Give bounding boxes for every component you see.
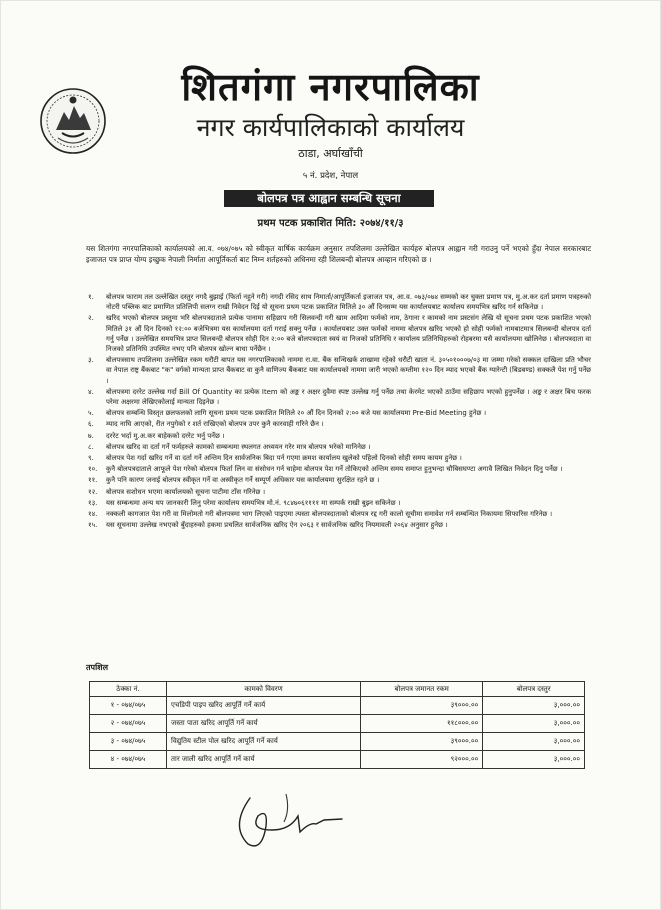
- province-line: ५ नं. प्रदेश, नेपाल: [302, 171, 359, 181]
- notice-heading: बोलपत्र पत्र आह्वान सम्बन्धि सूचना: [224, 190, 434, 207]
- table-row: ३ - ०७४/०७५ विद्युतिय स्टील पोल खरिद आपूर्ति गर्ने कार्य ३९०००.०० ३,०००.००: [90, 733, 585, 751]
- table-header-row: [90, 682, 585, 697]
- details-caption: तपशिल: [86, 663, 109, 672]
- intro-paragraph: यस शितगंगा नगरपालिकाको कार्यालयको आ.व. ०७४/०७५ को स्वीकृत वार्षिक कार्यक्रम अनुसार तपशिलमा उल्लेखित कार्यहरु बोलपत्र आह्वान गरी गराउनु पर्ने भएको हुँदा नेपाल सरकारबाट इजाजत पत्र प्राप्त योग्य इच्छुक नेपाली निर्माता आपूर्तिकर्ता बाट निम्न शर्तहरुको अधिनमा रही शिलबन्दी बोलपत्र आव्हान गरिएको छ ।: [86, 244, 591, 264]
- list-item: १४. नक्कली कागजात पेश गरी वा मिलोमतो गरी बोलपत्रमा भाग लिएको पाइएमा त्यस्ता बोलपत्रदाताको बोलपत्र रद्द गरी कालो सूचीमा समावेश गर्न सम्बन्धित निकायमा सिफारिस गरिनेछ ।: [88, 510, 553, 519]
- list-item: ७. दररेट भर्दा मु.अ.कर बाहेकको दररेट भर्नु पर्नेछ ।: [88, 431, 225, 440]
- office-location: ठाडा, अर्घाखाँची: [298, 147, 363, 160]
- list-item: १०. कुनै बोलपत्रदाताले आफूले पेश गरेको बोलपत्र फिर्ता लिन वा संसोधन गर्न चाहेमा बोलपत्र पेश गर्ने तोकिएको अन्तिम समय समाप्त हुनुभन्दा चौबिसघण्टा अगावै लिखित निवेदन दिनु पर्नेछ ।: [88, 465, 563, 474]
- col-header-description: कामको विवरण: [167, 682, 361, 697]
- list-item: ६. म्याद नाघि आएको, रीत नपुगेको र शर्त राखिएको बोलपत्र उपर कुनै कारवाही गरिने छैन ।: [88, 420, 324, 429]
- col-header-contract-no: ठेक्का नं.: [90, 682, 167, 697]
- list-item: १३. यस सम्बन्धमा अन्य थप जानकारी लिनु परेमा कार्यालय समयभित्र मो.नं. ९८४७०६११११ मा सम्पर्क राखी बुझ्न सकिनेछ ।: [88, 498, 401, 507]
- table-row: १ - ०७४/०७५ एचडिपी पाइप खरिद आपूर्ति गर्ने कार्य ३९०००.०० ३,०००.००: [90, 697, 585, 715]
- list-item: ८. बोलपत्र खरिद वा दर्ता गर्ने फर्महरुले कामको सम्बन्धमा स्थलगत अध्ययन गरेर मात्र बोलपत्र भरेको मानिनेछ ।: [88, 442, 371, 451]
- list-item: १. बोलपत्र फाराम तल उल्लेखित दस्तुर नगदै बुझाई (फिर्ता नहुने गरी) नगदी रसिद साथ निमार्ता/आपूर्तिकर्ता इजाजत पत्र, आ.व. ०७३/०७४ सम्मको कर चुक्ता प्रमाण पत्र, मु.अ.कर दर्ता प्रमाण पत्रहरुको नोटरी पब्लिक बाट प्रमाणित प्रतिलिपी सलग्न राखी निवेदन दिई यो सूचना प्रथम पटक प्रकाशित मितिले ३० औं दिनसम्म यस कार्यालयबाट कार्यालय समयभित्र खरिद गर्न सकिनेछ ।: [88, 293, 591, 312]
- col-header-bid-security: बोलपत्र जमानत रकम: [361, 682, 483, 697]
- conditions-list: [86, 292, 591, 531]
- list-item: ५. बोलपत्र सम्बन्धि विस्तृत छलफलको लागि सूचना प्रथम पटक प्रकाशित मितिले २० औं दिन दिनको २:०० बजे यस कार्यालयमा Pre-Bid Meeting हुनेछ ।: [88, 409, 487, 418]
- signature-mark: [220, 786, 360, 856]
- list-item: १५. यस सूचनामा उल्लेख नभएको बुँदाहरुको हकमा प्रचलित सार्वजनिक खरिद ऐन २०६३ र सार्वजनिक खरिद नियमावली २०६४ अनुसार हुनेछ ।: [88, 521, 448, 530]
- list-item: ९. बोलपत्र पेश गर्दा खरिद गर्ने वा दर्ता गर्ने अन्तिम दिन सार्वजनिक बिदा पर्न गएमा क्रमश कार्यालय खुलेको पहिलो दिनको सोही समय कायम हुनेछ ।: [88, 454, 462, 463]
- municipality-title: शितगंगा नगरपालिका: [181, 65, 480, 109]
- publication-date: प्रथम पटक प्रकाशित मिति: २०७४/११/३: [257, 218, 404, 229]
- table-row: ४ - ०७४/०७५ तार जाली खरिद आपूर्ति गर्ने कार्य ९२०००.०० ३,०००.००: [90, 751, 585, 769]
- office-subtitle: नगर कार्यपालिकाको कार्यालय: [196, 113, 465, 142]
- list-item: ३. बोलपत्रसाथ तपशिलमा उल्लेखित रकम धरौटी बापत यस नगरपालिकाको नाममा रा.वा. बैंक सन्धिखर्क शाखामा रहेको धरौटी खाता नं. ३०५०१०००७/०३ मा जम्मा गरेको सक्कल दाखिला प्रति भौचर वा नेपाल राष्ट्र बैंकबाट "क" वर्गको मान्यता प्राप्त बैंकबाट वा कुनै वाणिज्य बैंकबाट यस कार्यालयको नाममा जारी भएको कम्तीमा १२० दिन म्याद भएको बैंक ग्यारेन्टी (बिडबण्ड) सक्कलै पेश गर्नु पर्नेछ ।: [88, 356, 591, 385]
- list-item: १२. बोलपत्र सशोधन भएमा कार्यालयको सूचना पाटीमा टाँस गरिनेछ ।: [88, 487, 266, 496]
- table-row: २ - ०७४/०७५ जस्ता पाता खरिद आपूर्ति गर्ने कार्य ११८०००.०० ३,०००.००: [90, 715, 585, 733]
- col-header-bid-fee: बोलपत्र दस्तुर: [483, 682, 585, 697]
- list-item: ४. बोलपत्रमा दररेट उल्लेख गर्दा Bill Of Quantity का प्रत्येक Item को अङ्क र अक्षर दुवैमा स्पष्ट उल्लेख गर्नु पर्नेछ तथा केरमेट भएको ठाउँमा सहिछाप भएको हुनुपर्नेछ । अङ्क र अक्षर बिच फरक परेमा अक्षरमा लेखिएकोलाई मान्यता दिइनेछ ।: [88, 387, 591, 407]
- list-item: ११. कुनै पनि कारण जनाई बोलपत्र स्वीकृत गर्ने वा अस्वीकृत गर्ने सम्पूर्ण अधिकार यस कार्यालयमा सुरक्षित रहने छ ।: [88, 476, 380, 485]
- contracts-table: [89, 681, 585, 769]
- list-item: २. खरिद भएको बोलपत्र प्रस्तुमा भरि बोलपत्रदाताले प्रत्येक पानामा सहिछाप गरी सिलवन्दी गरी खाम आदिमा फर्मको नाम, ठेगाना र कामको नाम प्रस्टसंग लेखि यो सूचना प्रथम पटक प्रकाशित भएको मितिले ३१ औं दिन दिनको १२:०० बजेभित्रमा यस कार्यालयमा दर्ता गराई सक्नु पर्नेछ । कार्यालयबाट उक्त फर्मको नाममा बोलपत्र खरिद भएको हो सोही फर्मको नामबाटमात्र सिलबन्दी बोलपत्र दर्ता गर्नु पर्नेछ । उल्लेखित समयभित्र प्राप्त सिलबन्दी बोलपत्र सोही दिन २:०० बजे बोलपत्रदाता स्वयं वा निजको प्रतिनिधि र कार्यालय प्रतिनिधिहरुको रोहबरमा यसै कार्यालयमा खोलिनेछ । बोलपत्रदाता वा निजको प्रतिनिधि उपस्थित नभए पनि बोलपत्र खोल्न बाधा पर्नेछैन ।: [88, 314, 591, 354]
